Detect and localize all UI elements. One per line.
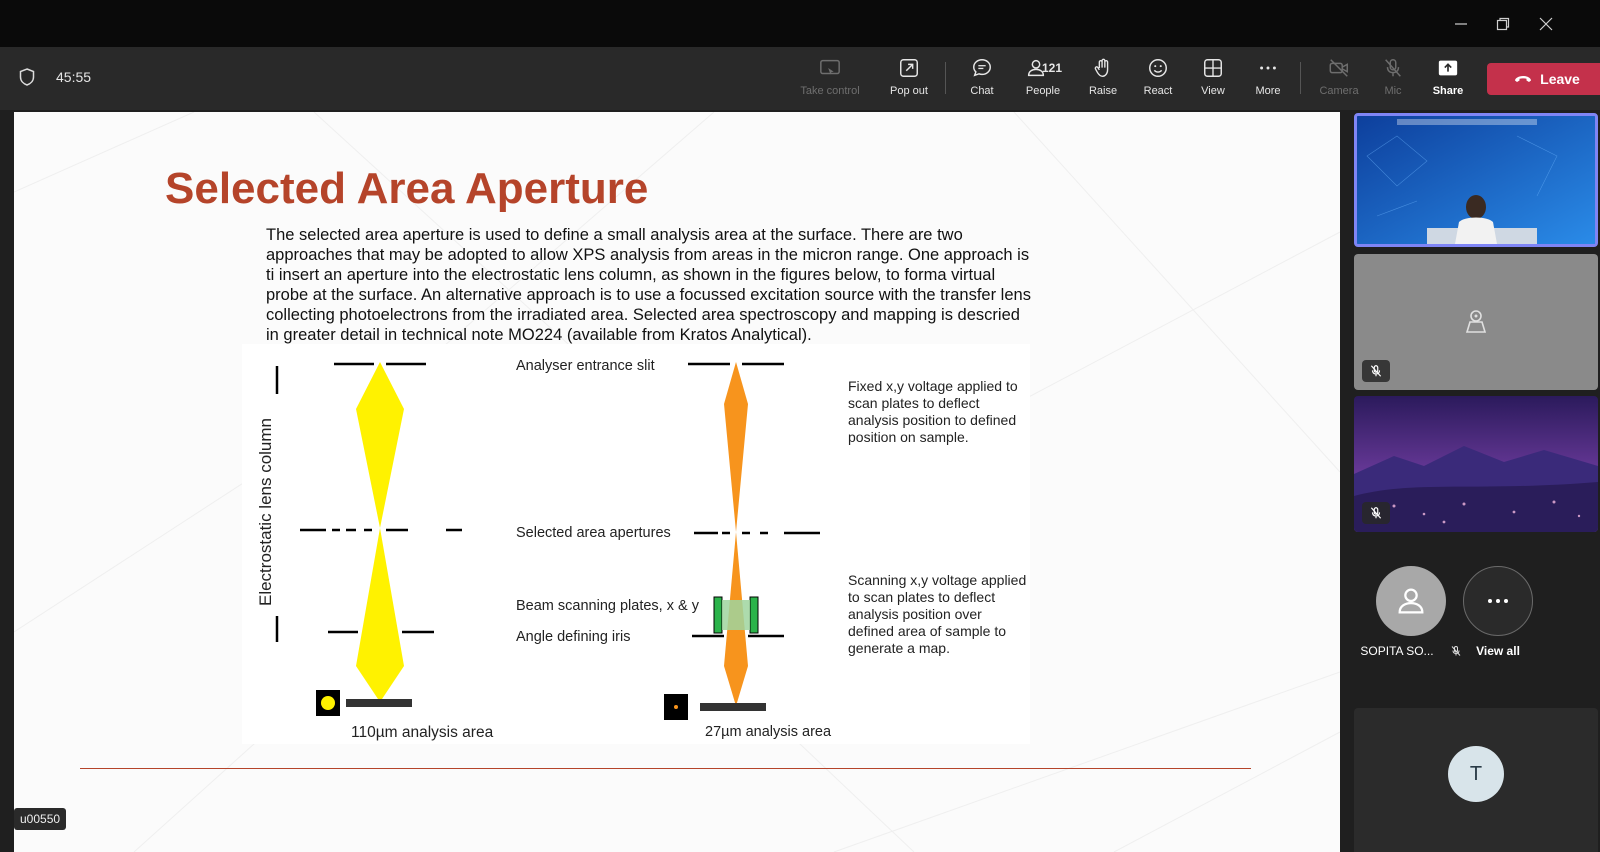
scanning-voltage-note: Scanning x,y voltage applied to scan plates to deflect analysis position over defined area of sample to generate a map. <box>848 572 1027 656</box>
minimize-icon[interactable] <box>1447 10 1475 38</box>
mic-button[interactable]: Mic <box>1376 57 1410 103</box>
mic-muted-icon <box>1362 360 1390 382</box>
chat-button[interactable]: Chat <box>962 57 1002 103</box>
presentation-slide <box>14 112 1340 852</box>
more-button[interactable]: More <box>1248 57 1288 103</box>
react-button[interactable]: React <box>1138 57 1178 103</box>
share-button[interactable]: Share <box>1428 57 1468 103</box>
presenter-video <box>1357 116 1595 244</box>
camera-button[interactable]: Camera <box>1316 57 1362 103</box>
right-analysis-area-label: 27µm analysis area <box>705 724 832 740</box>
right-sample <box>700 703 766 711</box>
video-tile-initial[interactable] <box>1354 708 1598 852</box>
video-tile-presenter[interactable] <box>1354 113 1598 247</box>
camera-off-icon <box>1328 57 1350 79</box>
restore-icon[interactable] <box>1489 10 1517 38</box>
raise-hand-icon <box>1092 57 1114 79</box>
shared-screen-stage <box>0 110 1352 852</box>
fixed-voltage-note: Fixed x,y voltage applied to scan plates to deflect analysis position to defined position on sample. <box>848 378 1018 445</box>
close-icon[interactable] <box>1532 10 1560 38</box>
participant-name: SOPITA SO... <box>1360 644 1434 658</box>
meeting-toolbar <box>0 47 1600 110</box>
view-all-button[interactable]: View all <box>1463 566 1533 658</box>
title-bar <box>0 0 1600 47</box>
left-sample <box>346 699 412 707</box>
participants-panel <box>1352 110 1600 852</box>
take-control-icon <box>819 57 841 79</box>
toolbar-divider <box>1300 62 1301 94</box>
grid-view-icon <box>1202 57 1224 79</box>
people-count: 121 <box>1042 61 1063 75</box>
leave-button[interactable]: Leave <box>1487 63 1600 95</box>
video-tile-room[interactable] <box>1354 254 1598 390</box>
people-button[interactable]: 121 People <box>1018 57 1068 103</box>
selected-apertures-label: Selected area apertures <box>516 525 671 541</box>
pop-out-icon <box>898 57 920 79</box>
right-beam-upper <box>724 362 748 532</box>
landscape-background-image <box>1354 396 1598 532</box>
mic-muted-icon <box>1362 502 1390 524</box>
mic-muted-icon <box>1450 645 1462 657</box>
left-analysis-area-label: 110µm analysis area <box>351 724 494 741</box>
meeting-timer: 45:55 <box>56 69 92 85</box>
chat-icon <box>971 57 993 79</box>
person-icon <box>1394 584 1428 618</box>
mic-off-icon <box>1382 57 1404 79</box>
shield-icon <box>19 68 35 91</box>
hang-up-icon <box>1514 74 1532 84</box>
aperture-diagram <box>242 344 1030 744</box>
participant-sopita[interactable] <box>1344 566 1478 658</box>
room-camera-icon <box>1462 308 1490 336</box>
analyser-slit-label: Analyser entrance slit <box>516 358 655 374</box>
slide-divider <box>80 768 1251 769</box>
smiley-icon <box>1147 57 1169 79</box>
avatar: T <box>1448 746 1504 802</box>
left-beam-lower <box>356 528 404 702</box>
toolbar-divider <box>945 62 946 94</box>
raise-hand-button[interactable]: Raise <box>1083 57 1123 103</box>
left-beam-upper <box>356 362 404 528</box>
more-icon <box>1463 566 1533 636</box>
share-icon <box>1437 57 1459 79</box>
video-tile-background[interactable] <box>1354 396 1598 532</box>
slide-body-text: The selected area aperture is used to define a small analysis area at the surface. There are two approaches that may be adopted to allow XPS analysis from areas in the micron range. One approach is ti insert an aperture into the electrostatic lens column, as shown in the figures below, to forma virtual probe at the surface. An alternative approach is to use a focussed excitation source with the transfer lens collecting photoelectrons from the irradiated area. Selected area spectroscopy and mapping is descried in greater detail in technical note MO224 (available from Kratos Analytical). <box>266 226 1031 344</box>
take-control-button[interactable]: Take control <box>800 57 860 103</box>
avatar <box>1376 566 1446 636</box>
lens-column-label: Electrostatic lens column <box>256 417 275 607</box>
presenter-tag: u00550 <box>14 808 66 830</box>
more-icon <box>1257 57 1279 79</box>
scanning-plates-label: Beam scanning plates, x & y <box>516 598 699 614</box>
pop-out-button[interactable]: Pop out <box>883 57 935 103</box>
angle-iris-label: Angle defining iris <box>516 629 631 645</box>
view-button[interactable]: View <box>1193 57 1233 103</box>
slide-title: Selected Area Aperture <box>165 164 649 213</box>
